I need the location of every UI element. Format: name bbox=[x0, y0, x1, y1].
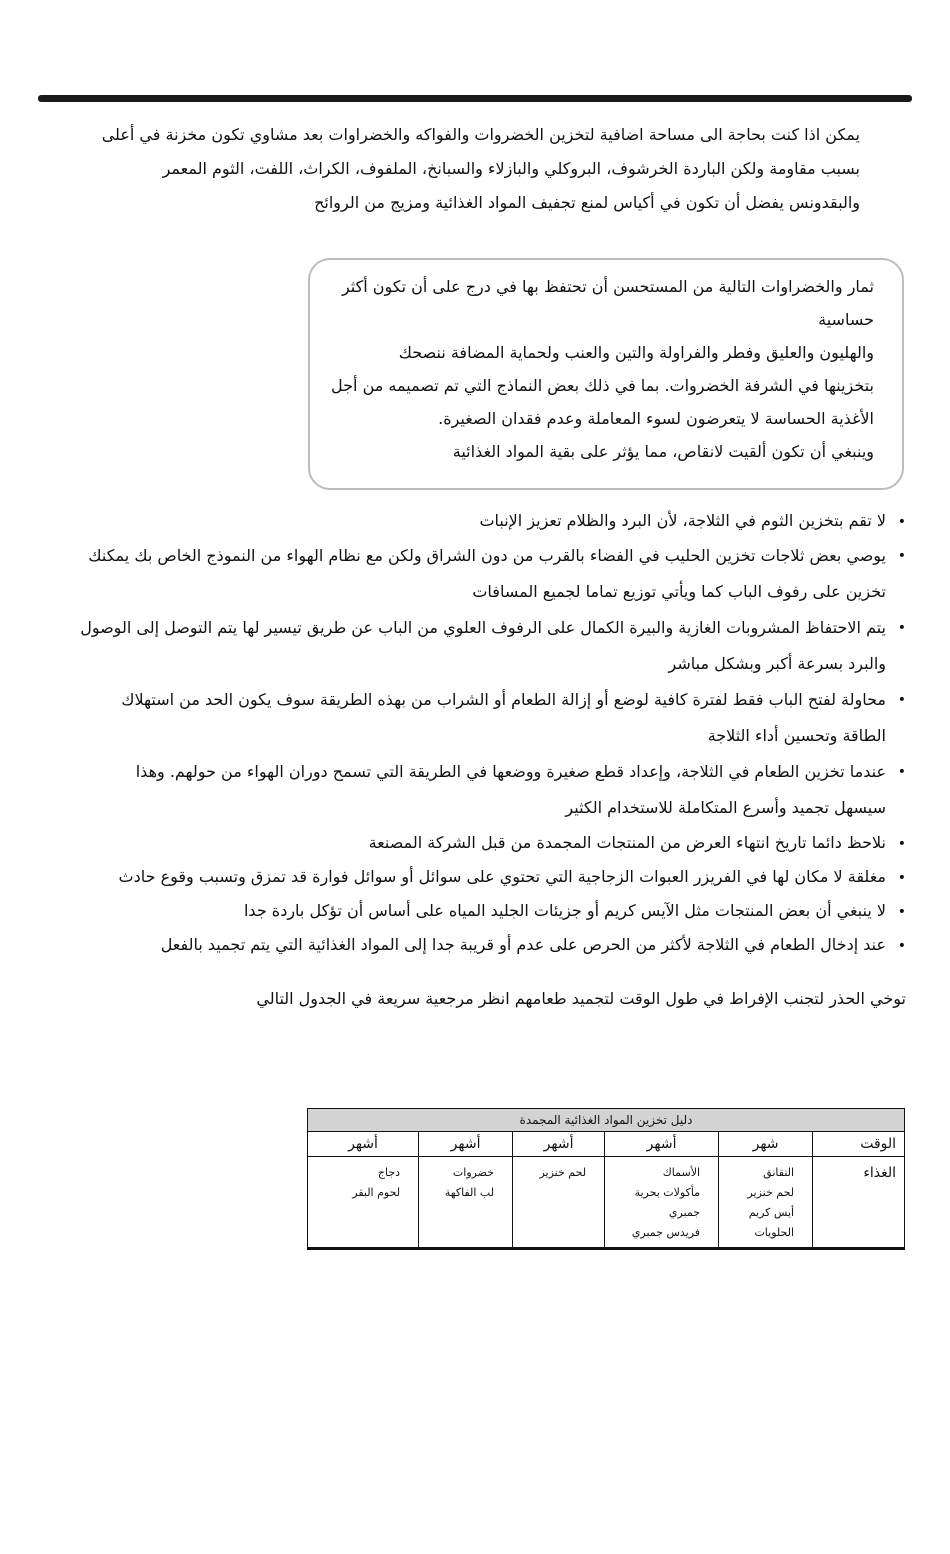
bullet-item bbox=[56, 826, 906, 860]
table-cell bbox=[513, 1157, 605, 1249]
bullet-line: • عندما تخزين الطعام في الثلاجة، وإعداد قطع صغيرة ووضعها في الطريقة التي تسمح دوران الهواء من حولهم. وهذا bbox=[135, 762, 886, 781]
callout-line: وينبغي أن تكون ألقيت لانقاص، مما يؤثر على بقية المواد الغذائية bbox=[452, 442, 874, 461]
bullet-line: • عند إدخال الطعام في الثلاجة لأكثر من الحرص على عدم أو قريبة جدا إلى المواد الغذائية التي يتم تجميد بالفعل bbox=[160, 935, 886, 954]
bullet-line: • محاولة لفتح الباب فقط لفترة كافية لوضع أو إزالة الطعام أو الشراب من بهذه الطريقة سوف يكون الحد من استهلاك bbox=[121, 690, 886, 709]
top-divider bbox=[38, 95, 912, 102]
table-caption-row bbox=[308, 1109, 905, 1132]
food-item: خضروات bbox=[452, 1166, 495, 1179]
bullet-line: • مغلقة لا مكان لها في الفريزر العبوات الزجاجية التي تحتوي على سوائل أو سوائل فوارة قد تمزق وتسبب وقوع حادث bbox=[118, 867, 886, 886]
bullet-line: والبرد بسرعة أكبر وبشكل مباشر bbox=[668, 654, 886, 673]
table-cell bbox=[605, 1157, 719, 1249]
table-row bbox=[308, 1157, 905, 1249]
food-item: النقانق bbox=[763, 1166, 795, 1179]
bullet-line: • يوصي بعض ثلاجات تخزين الحليب في الفضاء بالقرب من دون الشراق ولكن مع نظام الهواء من النموذج الخاص بك يمكنك bbox=[88, 546, 886, 565]
food-item: الحلويات bbox=[754, 1226, 795, 1239]
bullet-line: • لا تقم بتخزين الثوم في الثلاجة، لأن البرد والظلام تعزيز الإنبات bbox=[479, 511, 886, 530]
food-item: دجاج bbox=[377, 1166, 401, 1179]
bullet-item bbox=[56, 504, 906, 538]
bullet-item bbox=[56, 754, 906, 826]
table-cell bbox=[419, 1157, 513, 1249]
table-cell bbox=[308, 1157, 419, 1249]
bullet-line: سيسهل تجميد وأسرع المتكاملة للاستخدام الكثير bbox=[565, 798, 886, 817]
callout-line: حساسية bbox=[818, 310, 874, 329]
food-item: لب الفاكهة bbox=[444, 1186, 495, 1199]
bullet-item bbox=[56, 682, 906, 754]
column-header: أشهر bbox=[419, 1132, 513, 1157]
table-cell bbox=[719, 1157, 813, 1249]
column-header: شهر bbox=[719, 1132, 813, 1157]
frozen-food-storage-table bbox=[307, 1108, 905, 1250]
column-header: أشهر bbox=[513, 1132, 605, 1157]
column-header: أشهر bbox=[605, 1132, 719, 1157]
intro-line: بسبب مقاومة ولكن الباردة الخرشوف، البروكلي والبازلاء والسبانخ، الملفوف، الكراث، اللفت، الثوم المعمر bbox=[162, 159, 860, 178]
callout-line: الأغذية الحساسة لا يتعرضون لسوء المعاملة وعدم فقدان الصغيرة. bbox=[438, 409, 874, 428]
callout-line: ثمار والخضراوات التالية من المستحسن أن تحتفظ بها في درج على أن تكون أكثر bbox=[341, 277, 874, 296]
bullet-item bbox=[56, 860, 906, 894]
bullet-line: • نلاحظ دائما تاريخ انتهاء العرض من المنتجات المجمدة من قبل الشركة المصنعة bbox=[368, 833, 886, 852]
bullet-item bbox=[56, 610, 906, 682]
column-header: أشهر bbox=[308, 1132, 419, 1157]
food-item: لحم خنزير bbox=[747, 1186, 795, 1199]
time-row-label: الوقت bbox=[813, 1132, 905, 1157]
bullet-item bbox=[56, 538, 906, 610]
tips-bullet-list bbox=[56, 504, 906, 962]
food-item: لحم خنزير bbox=[539, 1166, 587, 1179]
sensitive-produce-callout bbox=[308, 258, 904, 490]
intro-line: يمكن اذا كنت بحاجة الى مساحة اضافية لتخزين الخضروات والفواكه والخضراوات بعد مشاوي تكون مخزنة في أعلى bbox=[101, 125, 860, 144]
food-row-label: الغذاء bbox=[813, 1157, 905, 1249]
food-item: لحوم البقر bbox=[352, 1186, 401, 1199]
bullet-line: تخزين على رفوف الباب كما ويأتي توزيع تماما لجميع المسافات bbox=[472, 582, 886, 601]
intro-line: والبقدونس يفضل أن تكون في أكياس لمنع تجفيف المواد الغذائية ومزيج من الروائح bbox=[314, 193, 860, 212]
food-item: أيس كريم bbox=[748, 1206, 795, 1219]
bullet-item bbox=[56, 928, 906, 962]
intro-paragraph bbox=[50, 118, 860, 220]
food-item: مأكولات بحرية bbox=[634, 1186, 701, 1199]
table-caption: دليل تخزين المواد الغذائية المجمدة bbox=[308, 1109, 905, 1132]
table-header-row bbox=[308, 1132, 905, 1157]
food-item: جمبري bbox=[668, 1206, 701, 1219]
bullet-item bbox=[56, 894, 906, 928]
bullet-line: • يتم الاحتفاظ المشروبات الغازية والبيرة الكمال على الرفوف العلوي من الباب عن طريق تيسير لها يتم التوصل إلى الوصول bbox=[80, 618, 886, 637]
bullet-line: • لا ينبغي أن بعض المنتجات مثل الآيس كريم أو جزيئات الجليد المياه على أساس أن تؤكل باردة جدا bbox=[243, 901, 886, 920]
callout-line: والهليون والعليق وفطر والفراولة والتين والعنب ولحماية المضافة ننصحك bbox=[398, 343, 874, 362]
food-item: فريدس جمبري bbox=[631, 1226, 701, 1239]
food-item: الأسماك bbox=[662, 1166, 701, 1179]
freezing-time-note: توخي الحذر لتجنب الإفراط في طول الوقت لتجميد طعامهم انظر مرجعية سريعة في الجدول التالي bbox=[256, 989, 906, 1008]
callout-line: بتخزينها في الشرفة الخضروات. بما في ذلك بعض النماذج التي تم تصميمه من أجل bbox=[331, 376, 874, 395]
bullet-line: الطاقة وتحسين أداء الثلاجة bbox=[707, 726, 886, 745]
